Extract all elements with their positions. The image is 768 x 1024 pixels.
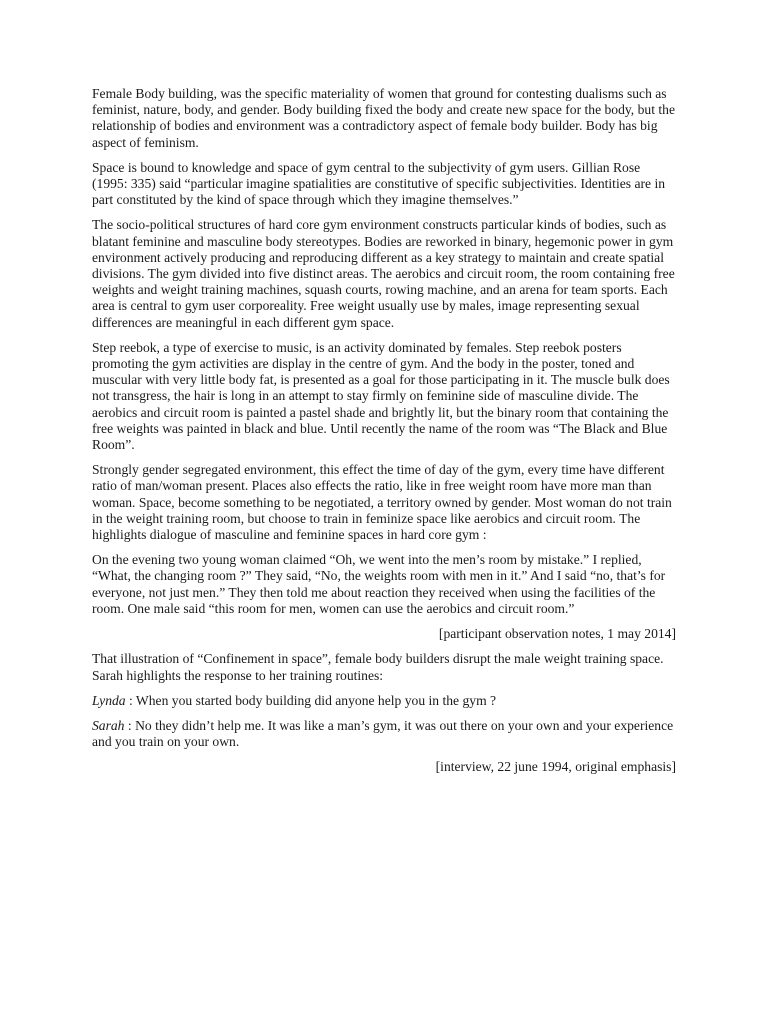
speaker-name: Sarah: [92, 717, 125, 733]
paragraph-evening-quote: On the evening two young woman claimed “Oh, we went into the men’s room by mistake.” I replied, “What, the changing room ?” They said, “No, the weights room with men in it.” And I said “no, that’s for everyone, not just men.” They then told me about reaction they received when using the facilities of the room. One male said “this room for men, women can use the aerobics and circuit room.”: [92, 552, 666, 616]
dialogue-text: No they didn’t help me. It was like a man’s gym, it was out there on your own and your experience and you train on your own.: [92, 717, 674, 750]
document-body: [92, 86, 676, 785]
speaker-name: Lynda: [92, 692, 126, 708]
paragraph-female-body-building: Female Body building, was the specific materiality of women that ground for contesting dualisms such as feminist, nature, body, and gender. Body building fixed the body and create new space for the body, but the relationship of bodies and environment was a contradictory aspect of female body builder. Body has big aspect of feminism.: [92, 86, 675, 150]
paragraph-gender-segregated: Strongly gender segregated environment, this effect the time of day of the gym, every time have different ratio of man/woman present. Places also effects the ratio, like in free weight room have more man than woman. Space, become something to be negotiated, a territory owned by gender. Most woman do not train in the weight training room, but choose to train in feminize space like aerobics and circuit room. The highlights dialogue of masculine and feminine spaces in hard core gym :: [92, 462, 672, 543]
paragraph-confinement: That illustration of “Confinement in space”, female body builders disrupt the male weight training space. Sarah highlights the response to her training routines:: [92, 651, 664, 683]
paragraph-step-reebok: Step reebok, a type of exercise to music, is an activity dominated by females. Step reebok posters promoting the gym activities are display in the centre of gym. And the body in the poster, toned and muscular with very little body fat, is presented as a goal for those participating in it. The muscle bulk does not transgress, the hair is long in an attempt to stay firmly on feminine side of masculine divide. The aerobics and circuit room is painted a pastel shade and brightly lit, but the binary room that containing the free weights was painted in black and blue. Until recently the name of the room was “The Black and Blue Room”.: [92, 339, 670, 453]
paragraph-space-knowledge: Space is bound to knowledge and space of gym central to the subjectivity of gym users. Gillian Rose (1995: 335) said “particular imagine spatialities are constitutive of specific subjectivities. Identities are in part constituted by the kind of space through which they imagine themselves.”: [92, 159, 666, 208]
citation-interview: [interview, 22 june 1994, original emphasis]: [435, 759, 676, 775]
speaker-separator: :: [125, 692, 136, 708]
paragraph-socio-political-structures: The socio-political structures of hard core gym environment constructs particular kinds of bodies, such as blatant feminine and masculine body stereotypes. Bodies are reworked in binary, hegemonic power in gym environment actively producing and reproducing different as a key strategy to maintain and create spatial divisions. The gym divided into five distinct areas. The aerobics and circuit room, the room containing free weights and weight training machines, squash courts, rowing machine, and an arena for team sports. Each area is central to gym user corporeality. Free weight usually use by males, image representing sexual differences are meaningful in each different gym space.: [92, 217, 675, 330]
dialogue-line-lynda: [92, 693, 676, 709]
dialogue-text: When you started body building did anyone help you in the gym ?: [135, 692, 497, 708]
dialogue-line-sarah: [92, 718, 676, 750]
speaker-separator: :: [124, 717, 136, 733]
citation-observation-notes: [participant observation notes, 1 may 2014]: [438, 626, 676, 642]
